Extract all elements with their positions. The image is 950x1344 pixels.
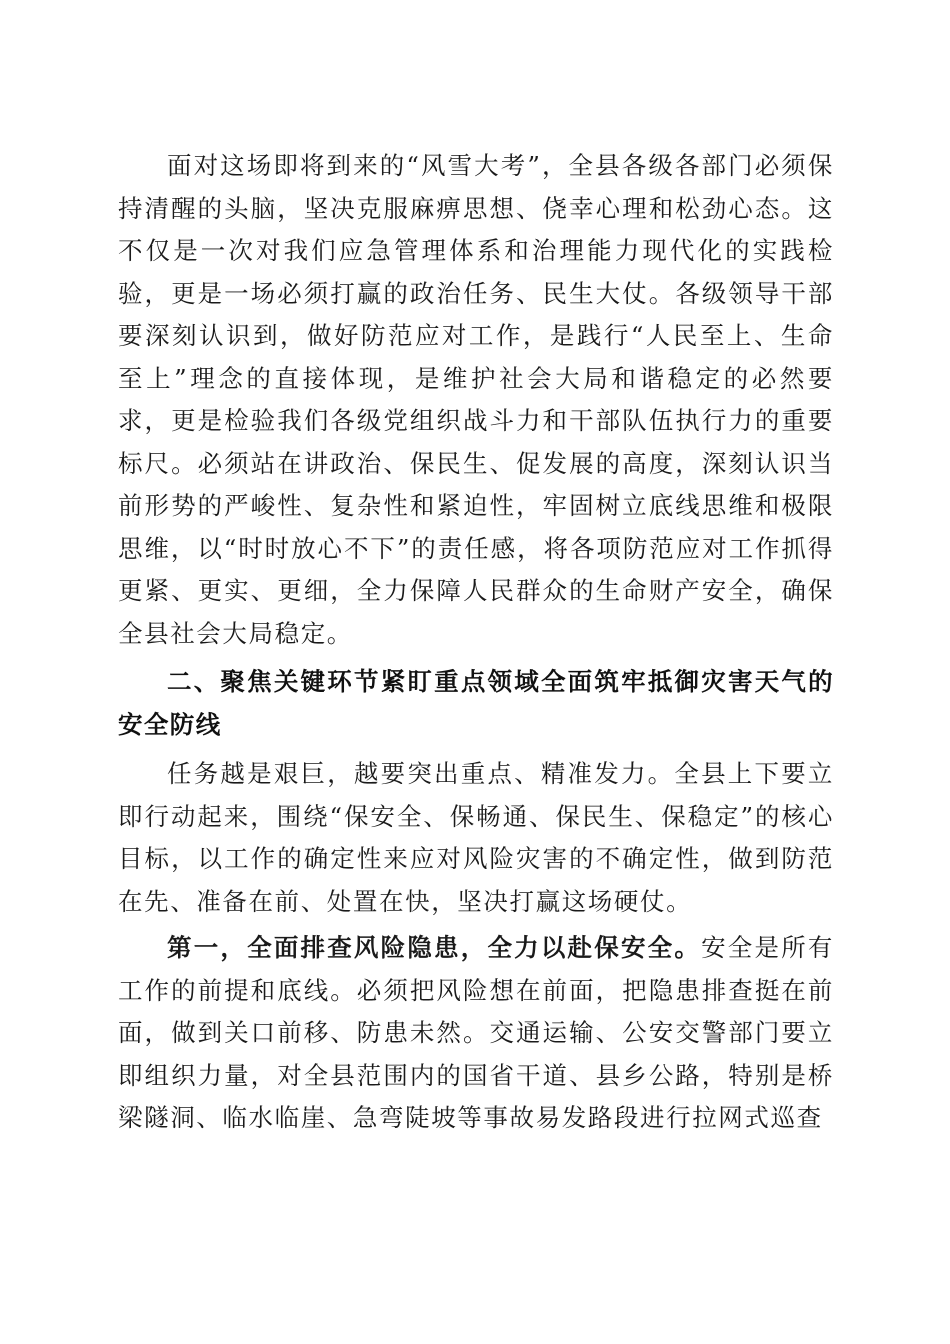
body-paragraph-1: 面对这场即将到来的“风雪大考”，全县各级各部门必须保持清醒的头脑，坚决克服麻痹思想、侥幸心理和松劲心态。这不仅是一次对我们应急管理体系和治理能力现代化的实践检验，更是一场必须打赢的政治任务、民生大仗。各级领导干部要深刻认识到，做好防范应对工作，是践行“人民至上、生命至上”理念的直接体现，是维护社会大局和谐稳定的必然要求，更是检验我们各级党组织战斗力和干部队伍执行力的重要标尺。必须站在讲政治、保民生、促发展的高度，深刻认识当前形势的严峻性、复杂性和紧迫性，牢固树立底线思维和极限思维，以“时时放心不下”的责任感，将各项防范应对工作抓得更紧、更实、更细，全力保障人民群众的生命财产安全，确保全县社会大局稳定。 [118,151,834,648]
section-heading: 二、聚焦关键环节紧盯重点领域全面筑牢抵御灾害天气的安全防线 [118,667,834,739]
body-paragraph-3 [118,927,834,1187]
body-paragraph-2: 任务越是艰巨，越要突出重点、精准发力。全县上下要立即行动起来，围绕“保安全、保畅通、保民生、保稳定”的核心目标，以工作的确定性来应对风险灾害的不确定性，做到防范在先、准备在前、处置在快，坚决打赢这场硬仗。 [118,759,834,916]
document-body [118,145,834,1187]
paragraph-3-body: 安全是所有工作的前提和底线。必须把风险想在前面，把隐患排查挺在前面，做到关口前移、防患未然。交通运输、公安交警部门要立即组织力量，对全县范围内的国省干道、县乡公路，特别是桥梁隧洞、临水临崖、急弯陡坡等事故易发路段进行拉网式巡查 [118,933,835,1132]
paragraph-3-lead: 第一，全面排查风险隐患，全力以赴保安全。 [167,933,702,962]
